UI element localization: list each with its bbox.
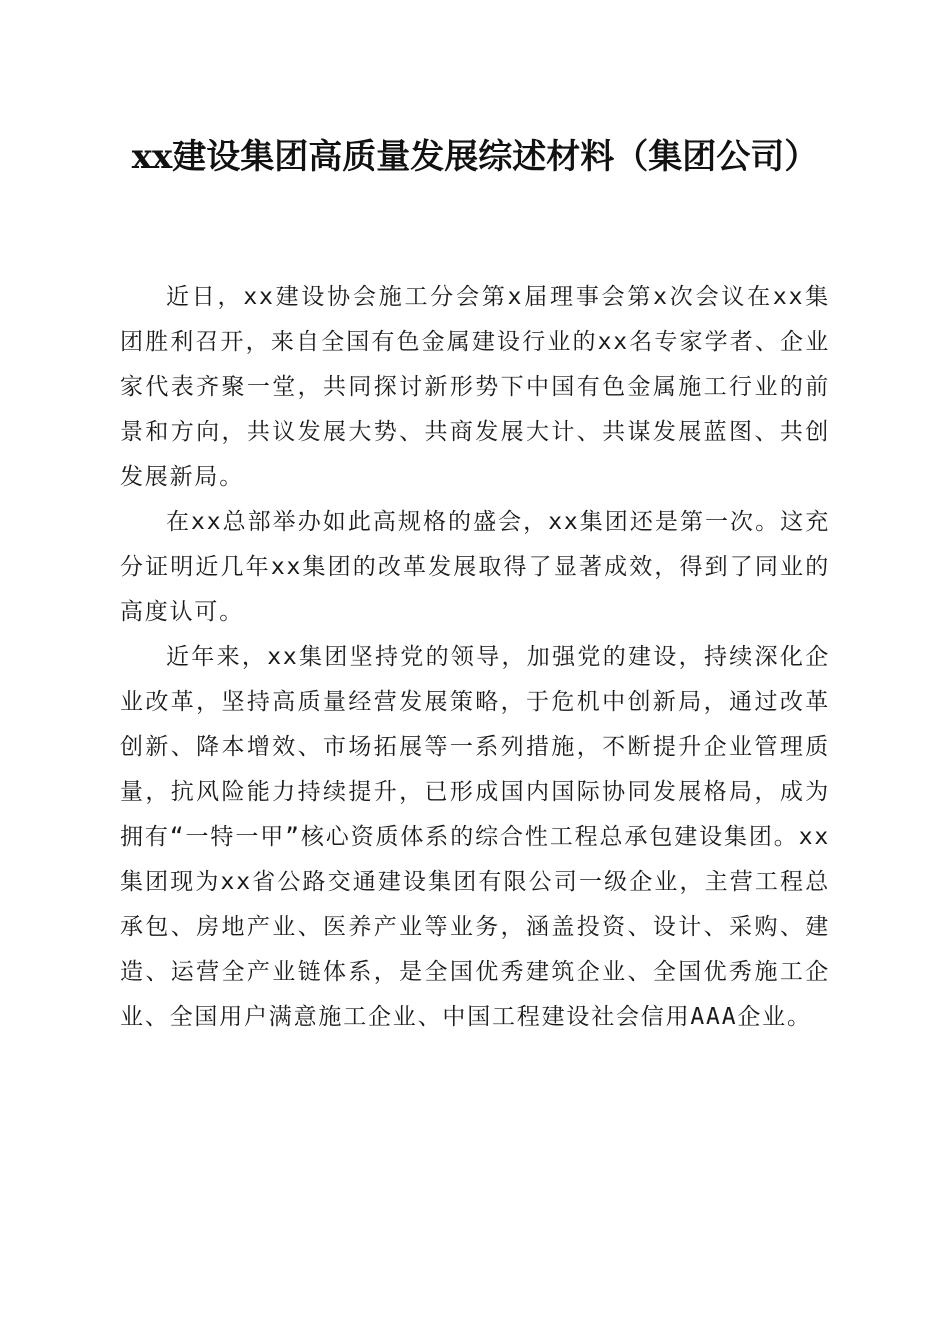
document-title: xx建设集团高质量发展综述材料（集团公司） — [131, 137, 819, 177]
paragraph-2: 在xx总部举办如此高规格的盛会，xx集团还是第一次。这充分证明近几年xx集团的改革发展取得了显著成效，得到了同业的高度认可。 — [120, 509, 830, 625]
document-body — [120, 275, 830, 1040]
paragraph-3: 近年来，xx集团坚持党的领导，加强党的建设，持续深化企业改革，坚持高质量经营发展策略，于危机中创新局，通过改革创新、降本增效、市场拓展等一系列措施，不断提升企业管理质量，抗风险能力持续提升，已形成国内国际协同发展格局，成为拥有“一特一甲”核心资质体系的综合性工程总承包建设集团。xx集团现为xx省公路交通建设集团有限公司一级企业，主营工程总承包、房地产业、医养产业等业务，涵盖投资、设计、采购、建造、运营全产业链体系，是全国优秀建筑企业、全国优秀施工企业、全国用户满意施工企业、中国工程建设社会信用AAA企业。 — [120, 644, 830, 1030]
paragraph-1: 近日，xx建设协会施工分会第x届理事会第x次会议在xx集团胜利召开，来自全国有色金属建设行业的xx名专家学者、企业家代表齐聚一堂，共同探讨新形势下中国有色金属施工行业的前景和方向，共议发展大势、共商发展大计、共谋发展蓝图、共创发展新局。 — [120, 284, 830, 490]
